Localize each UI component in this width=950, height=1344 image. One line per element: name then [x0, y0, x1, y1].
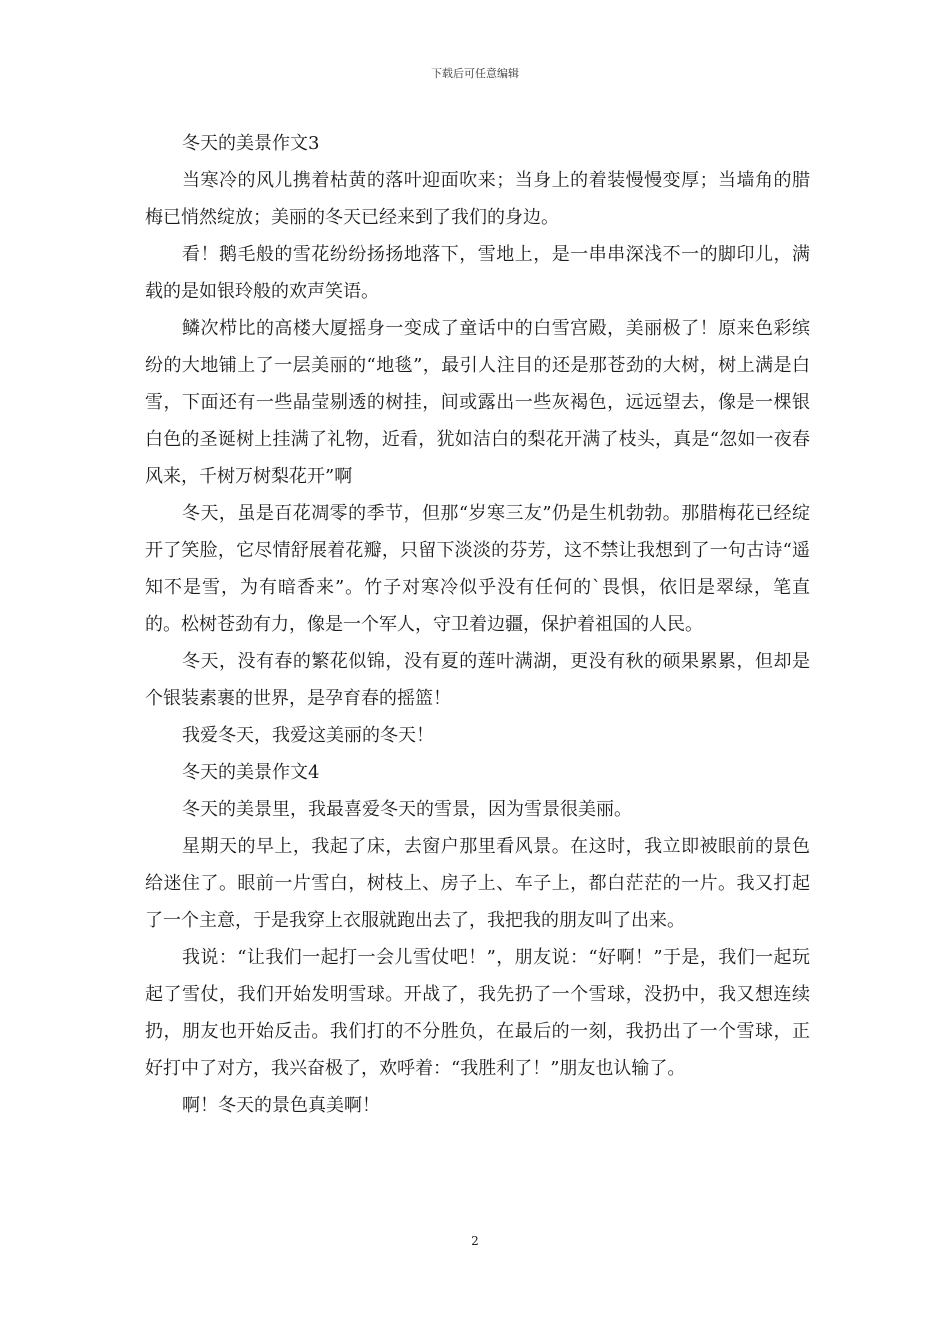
paragraph: 冬天，没有春的繁花似锦，没有夏的莲叶满湖，更没有秋的硕果累累，但却是个银装素裹的世界，是孕育春的摇篮！: [145, 651, 810, 709]
paragraph: 星期天的早上，我起了床，去窗户那里看风景。在这时，我立即被眼前的景色给迷住了。眼前一片雪白，树枝上、房子上、车子上，都白茫茫的一片。我又打起了一个主意，于是我穿上衣服就跑出去了，我把我的朋友叫了出来。: [145, 836, 810, 931]
paragraph: 啊！冬天的景色真美啊！: [182, 1095, 380, 1116]
page-header: 下载后可任意编辑: [431, 67, 519, 80]
paragraph: 冬天，虽是百花凋零的季节，但那“岁寒三友”仍是生机勃勃。那腊梅花已经绽开了笑脸，它尽情舒展着花瓣，只留下淡淡的芬芳，这不禁让我想到了一句古诗“遥知不是雪，为有暗香来”。竹子对寒冷似乎没有任何的`畏惧，依旧是翠绿，笔直的。松树苍劲有力，像是一个军人，守卫着边疆，保护着祖国的人民。: [145, 503, 810, 635]
paragraph: 当寒冷的风儿携着枯黄的落叶迎面吹来；当身上的着装慢慢变厚；当墙角的腊梅已悄然绽放；美丽的冬天已经来到了我们的身边。: [145, 170, 810, 228]
paragraph: 看！鹅毛般的雪花纷纷扬扬地落下，雪地上，是一串串深浅不一的脚印儿，满载的是如银玲般的欢声笑语。: [145, 244, 810, 302]
essay-title: 冬天的美景作文3: [182, 133, 320, 154]
essay-title: 冬天的美景作文4: [182, 762, 320, 783]
article-body: [145, 125, 810, 1124]
paragraph: 我说：“让我们一起打一会儿雪仗吧！”，朋友说：“好啊！”于是，我们一起玩起了雪仗，我们开始发明雪球。开战了，我先扔了一个雪球，没扔中，我又想连续扔，朋友也开始反击。我们打的不分胜负，在最后的一刻，我扔出了一个雪球，正好打中了对方，我兴奋极了，欢呼着：“我胜利了！”朋友也认输了。: [145, 947, 810, 1079]
paragraph: 冬天的美景里，我最喜爱冬天的雪景，因为雪景很美丽。: [182, 799, 632, 820]
paragraph: 我爱冬天，我爱这美丽的冬天！: [182, 725, 434, 746]
paragraph: 鳞次栉比的高楼大厦摇身一变成了童话中的白雪宫殿，美丽极了！原来色彩缤纷的大地铺上了一层美丽的“地毯”，最引人注目的还是那苍劲的大树，树上满是白雪，下面还有一些晶莹剔透的树挂，间或露出一些灰褐色，远远望去，像是一棵银白色的圣诞树上挂满了礼物，近看，犹如洁白的梨花开满了枝头，真是“忽如一夜春风来，千树万树梨花开”啊: [145, 318, 810, 487]
page-number: 2: [471, 1234, 479, 1248]
